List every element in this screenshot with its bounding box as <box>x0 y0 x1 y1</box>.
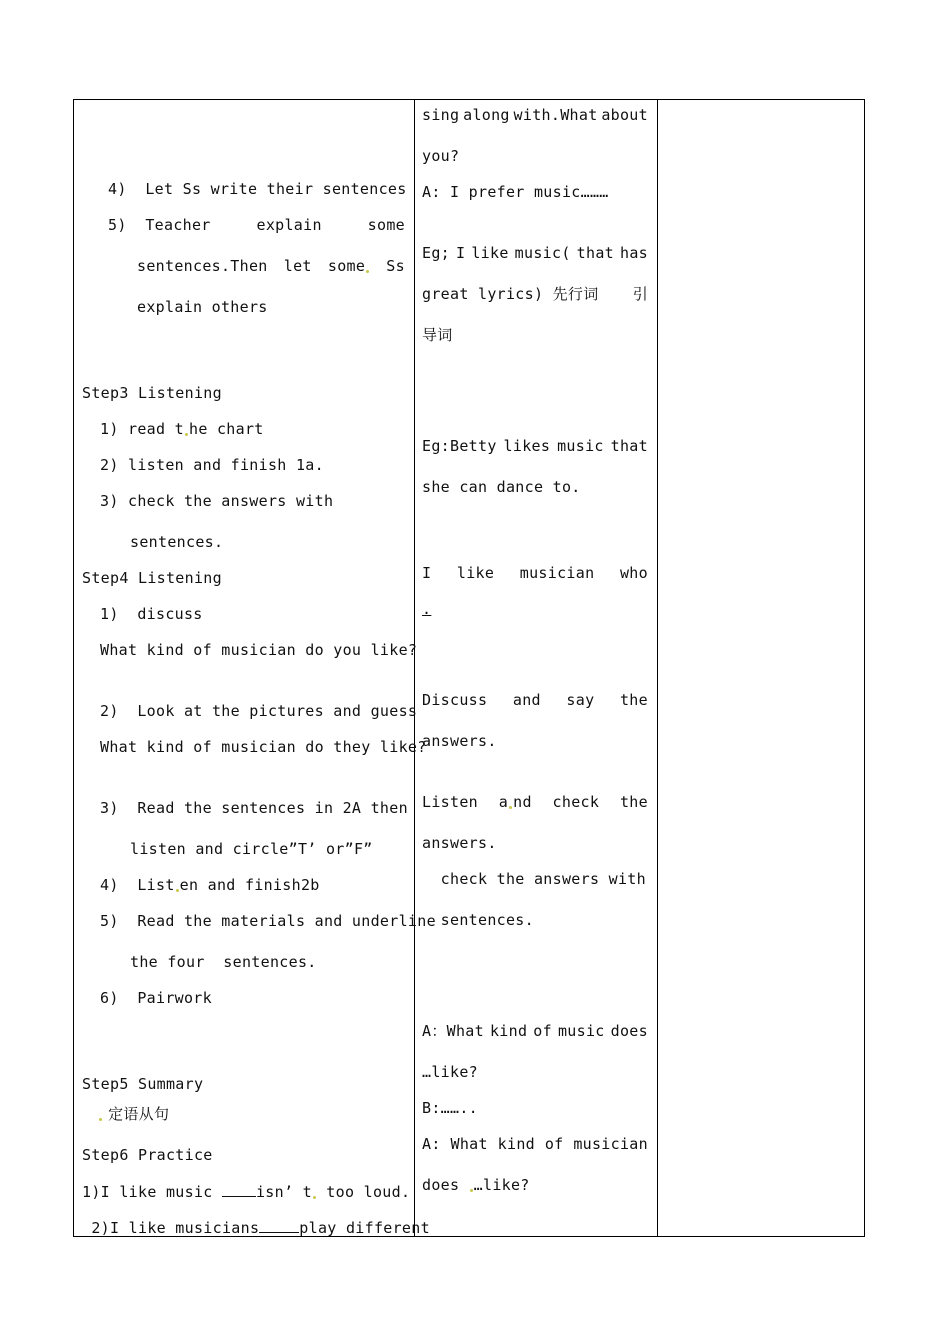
activity-line: What kind of musician do you like? <box>100 641 418 659</box>
student-line: great lyrics) 先行词 引 <box>422 285 648 303</box>
student-line: does …like? <box>422 1176 530 1194</box>
activity-line: 4) List en and finish2b <box>100 876 320 894</box>
answer-blank <box>222 1182 256 1197</box>
activity-line: 4) Let Ss write their sentences <box>108 180 407 198</box>
activity-line: sentences.Then let some Ss <box>137 257 405 275</box>
student-line: A: I prefer music……… <box>422 183 609 201</box>
teacher-activities-cell <box>74 100 436 1237</box>
activity-line: 3) check the answers with <box>100 492 334 510</box>
student-line: you? <box>422 147 460 165</box>
activity-line: 6) Pairwork <box>100 989 212 1007</box>
practice-item: 1)I like music isn’ t too loud. <box>82 1183 411 1201</box>
step-heading: Step4 Listening <box>82 569 222 587</box>
activity-line: 1) discuss <box>100 605 203 623</box>
activity-line: What kind of musician do they like? <box>100 738 427 756</box>
activity-line: 3) Read the sentences in 2A then <box>100 799 408 817</box>
lesson-table <box>73 99 865 1237</box>
student-line: she can dance to. <box>422 478 581 496</box>
practice-item: 2)I like musicians play different <box>82 1219 430 1237</box>
activity-line: 1) read t he chart <box>100 420 264 438</box>
student-line: I like musician who <box>422 564 648 582</box>
activity-line: 定语从句 <box>98 1105 169 1123</box>
activity-line: 5) Teacher explain some <box>108 216 405 234</box>
student-line: Listen a nd check the <box>422 793 648 811</box>
student-line: …like? <box>422 1063 478 1081</box>
answer-blank <box>259 1218 299 1233</box>
activity-line: listen and circle”T’ or”F” <box>130 840 373 858</box>
student-line: answers. <box>422 732 497 750</box>
student-line: . <box>422 600 432 618</box>
activity-line: sentences. <box>130 533 224 551</box>
activity-line: 2) Look at the pictures and guess <box>100 702 418 720</box>
activity-line: 5) Read the materials and underline <box>100 912 436 930</box>
student-line: A: What kind of musician <box>422 1135 648 1153</box>
student-line: Discuss and say the <box>422 691 648 709</box>
step-heading: Step5 Summary <box>82 1075 204 1093</box>
student-line: sentences. <box>422 911 534 929</box>
activity-line: explain others <box>137 298 268 316</box>
student-line: sing along with.What about <box>422 106 648 124</box>
notes-cell <box>658 100 864 1236</box>
student-line: answers. <box>422 834 497 852</box>
student-line: A：What kind of music does <box>422 1022 648 1040</box>
student-activities-cell <box>415 100 657 1236</box>
student-line: Eg:Betty likes music that <box>422 437 648 455</box>
activity-line: 2) listen and finish 1a. <box>100 456 324 474</box>
activity-line: the four sentences. <box>130 953 317 971</box>
student-line: Eg; I like music( that has <box>422 244 648 262</box>
student-line: check the answers with <box>422 870 646 888</box>
step-heading: Step3 Listening <box>82 384 222 402</box>
student-line: B:…….. <box>422 1099 478 1117</box>
student-line: 导词 <box>422 326 453 344</box>
step-heading: Step6 Practice <box>82 1146 213 1164</box>
